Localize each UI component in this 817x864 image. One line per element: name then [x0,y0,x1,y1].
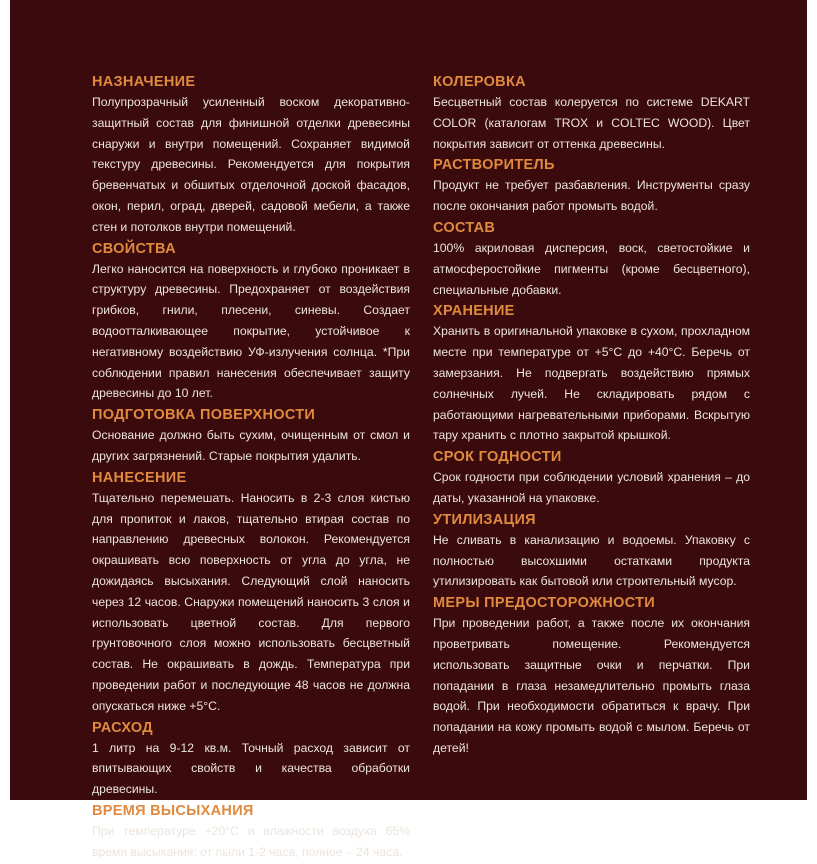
section-purpose [92,72,410,239]
section-text: Легко наносится на поверхность и глубоко проникает в структуру древесины. Предохраняет от воздействия грибков, гнили, плесени, синевы. Создает водоотталкивающее покрытие, устойчивое к негативному воздействию УФ-излучения солнца. *При соблюдении правил нанесения обеспечивает защиту древесины до 10 лет. [92,261,410,401]
section-disposal [433,510,750,593]
left-column [92,72,410,864]
section-heading: НАЗНАЧЕНИЕ [92,74,196,90]
section-heading: ПОДГОТОВКА ПОВЕРХНОСТИ [92,407,316,424]
section-text: Не сливать в канализацию и водоемы. Упаковку с полностью высохшими остатками продукта утилизировать как бытовой или строительный мусор. [433,532,750,589]
section-heading: РАСХОД [92,719,153,736]
section-heading: СОСТАВ [433,219,496,236]
section-heading: НАНЕСЕНИЕ [92,469,187,486]
section-precautions [433,593,750,760]
section-heading: РАСТВОРИТЕЛЬ [433,157,555,174]
section-properties [92,239,410,406]
section-heading: КОЛЕРОВКА [433,74,526,90]
section-heading: УТИЛИЗАЦИЯ [433,511,536,528]
section-text: 1 литр на 9-12 кв.м. Точный расход зависит от впитывающих свойств и качества обработки древесины. [92,740,410,797]
section-heading: ХРАНЕНИЕ [433,303,515,320]
section-heading: ВРЕМЯ ВЫСЫХАНИЯ [92,802,254,819]
section-text: При температуре +20°С и влажности воздуха 65% время высыхания: от пыли 1-2 часа, полное – 24 часа. [92,823,410,859]
section-composition [433,218,750,301]
section-drying-time [92,801,410,864]
section-surface-preparation [92,405,410,468]
section-text: Хранить в оригинальной упаковке в сухом, прохладном месте при температуре от +5°С до +40°С. Беречь от замерзания. Не подвергать воздействию прямых солнечных лучей. Не складировать рядом с работающими нагревательными приборами. Вскрытую тару хранить с плотно закрытой крышкой. [433,324,750,443]
section-text: Бесцветный состав колеруется по системе DEKART COLOR (каталогам TROX и COLTEC WOOD). Цвет покрытия зависит от оттенка древесины. [433,95,750,151]
section-text: Тщательно перемешать. Наносить в 2-3 слоя кистью для пропиток и лаков, тщательно втирая состав по направлению древесных волокон. Рекомендуется окрашивать всю поверхность от угла до угла, не дожидаясь высыхания. Следующий слой наносить через 12 часов. Снаружи помещений наносить 3 слоя и использовать цветной состав. Для первого грунтовочного слоя можно использовать бесцветный состав. Не окрашивать в дождь. Температура при проведении работ и последующие 48 часов не должна опускаться ниже +5°С. [92,490,410,713]
section-shelf-life [433,447,750,510]
section-text: При проведении работ, а также после их окончания проветривать помещение. Рекомендуется использовать защитные очки и перчатки. При попадании в глаза незамедлительно промыть глаза водой. При необходимости обратиться к врачу. При попадании на кожу промыть водой с мылом. Беречь от детей! [433,616,750,755]
right-column [433,72,750,760]
section-text: 100% акриловая дисперсия, воск, светостойкие и атмосферостойкие пигменты (кроме бесцветного), специальные добавки. [433,240,750,297]
section-solvent [433,155,750,218]
section-text: Продукт не требует разбавления. Инструменты сразу после окончания работ промыть водой. [433,178,750,214]
section-heading: СРОК ГОДНОСТИ [433,449,562,466]
section-application [92,468,410,718]
section-consumption [92,718,410,801]
section-text: Полупрозрачный усиленный воском декоративно-защитный состав для финишной отделки древесины снаружи и внутри помещений. Сохраняет видимой текстуру древесины. Рекомендуется для покрытия бревенчатых и обшитых отделочной доской фасадов, окон, перил, оград, дверей, садовой мебели, а также стен и потолков внутри помещений. [92,95,410,234]
section-heading: МЕРЫ ПРЕДОСТОРОЖНОСТИ [433,595,656,612]
section-storage [433,301,750,447]
section-text: Основание должно быть сухим, очищенным от смол и других загрязнений. Старые покрытия удалить. [92,428,410,463]
section-heading: СВОЙСТВА [92,240,176,257]
section-text: Срок годности при соблюдении условий хранения – до даты, указанной на упаковке. [433,470,750,505]
section-tinting [433,72,750,155]
instructions-panel [10,0,807,859]
